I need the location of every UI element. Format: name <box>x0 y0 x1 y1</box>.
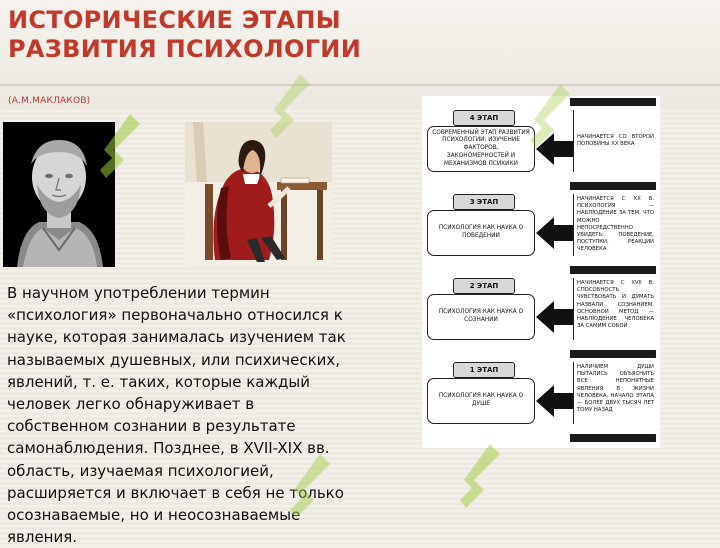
stages-diagram <box>422 96 660 448</box>
arrow-left-icon <box>536 132 574 166</box>
stage-3 <box>425 194 657 260</box>
diagram-separator <box>570 434 656 442</box>
aristotle-bust-image <box>3 122 115 267</box>
stage-label: 3 ЭТАП <box>453 194 515 210</box>
stage-4 <box>425 110 657 176</box>
stage-label: 1 ЭТАП <box>453 362 515 378</box>
diagram-separator <box>570 266 656 274</box>
stage-description-box: СОВРЕМЕННЫЙ ЭТАП РАЗВИТИЯ ПСИХОЛОГИИ: ИЗУЧЕНИЕ ФАКТОРОВ, ЗАКОНОМЕРНОСТЕЙ И МЕХАНИЗМОВ ПСИХИКИ <box>427 126 535 172</box>
stage-1 <box>425 362 657 428</box>
stage-label: 4 ЭТАП <box>453 110 515 126</box>
arrow-left-icon <box>536 384 574 418</box>
diagram-separator <box>570 98 656 106</box>
diagram-separator <box>570 182 656 190</box>
stage-2 <box>425 278 657 344</box>
slide-title: ИСТОРИЧЕСКИЕ ЭТАПЫ РАЗВИТИЯ ПСИХОЛОГИИ <box>8 6 362 63</box>
slide-subtitle: (А.М.МАКЛАКОВ) <box>8 96 91 106</box>
stage-period-text: НАЧИНАЕТСЯ СО ВТОРОЙ ПОЛОВИНЫ XX ВЕКА <box>573 110 657 172</box>
arrow-left-icon <box>536 300 574 334</box>
descartes-portrait-image <box>185 122 332 267</box>
stage-label: 2 ЭТАП <box>453 278 515 294</box>
stage-description-box: ПСИХОЛОГИЯ КАК НАУКА О СОЗНАНИИ <box>427 294 535 340</box>
header-rule <box>0 84 720 86</box>
stage-period-text: НАЛИЧИЕМ ДУШИ ПЫТАЛИСЬ ОБЪЯСНИТЬ ВСЕ НЕПОНЯТНЫЕ ЯВЛЕНИЯ В ЖИЗНИ ЧЕЛОВЕКА. НАЧАЛО ЭТАПА — БОЛЕЕ ДВУХ ТЫСЯЧ ЛЕТ ТОМУ НАЗАД <box>573 362 657 424</box>
stage-description-box: ПСИХОЛОГИЯ КАК НАУКА О ДУШЕ <box>427 378 535 424</box>
body-paragraph: В научном употреблении термин «психология» первоначально относился к науке, которая занималась изучением так называемых душевных, или психических, явлений, т. е. таких, которые каждый человек легко обнаруживает в собственном сознании в результате самонаблюдения. Позднее, в XVII-XIX вв. область, изучаемая психологией, расширяется и включает в себя не только осознаваемые, но и неосознаваемые явления. <box>7 284 346 547</box>
stage-period-text: НАЧИНАЕТСЯ С XX В. ПСИХОЛОГИЯ — НАБЛЮДЕНИЕ ЗА ТЕМ, ЧТО МОЖНО НЕПОСРЕДСТВЕННО УВИДЕТЬ: ПОВЕДЕНИЕ, ПОСТУПКИ, РЕАКЦИИ ЧЕЛОВЕКА <box>573 194 657 256</box>
stage-description-box: ПСИХОЛОГИЯ КАК НАУКА О ПОВЕДЕНИИ <box>427 210 535 256</box>
diagram-separator <box>570 350 656 358</box>
arrow-left-icon <box>536 216 574 250</box>
stage-period-text: НАЧИНАЕТСЯ С XVII В. СПОСОБНОСТЬ ЧУВСТВОВАТЬ И ДУМАТЬ НАЗВАЛИ СОЗНАНИЕМ. ОСНОВНОЙ МЕТОД — НАБЛЮДЕНИЕ ЧЕЛОВЕКА ЗА САМИМ СОБОЙ <box>573 278 657 340</box>
watermark-logo-icon <box>460 440 504 530</box>
